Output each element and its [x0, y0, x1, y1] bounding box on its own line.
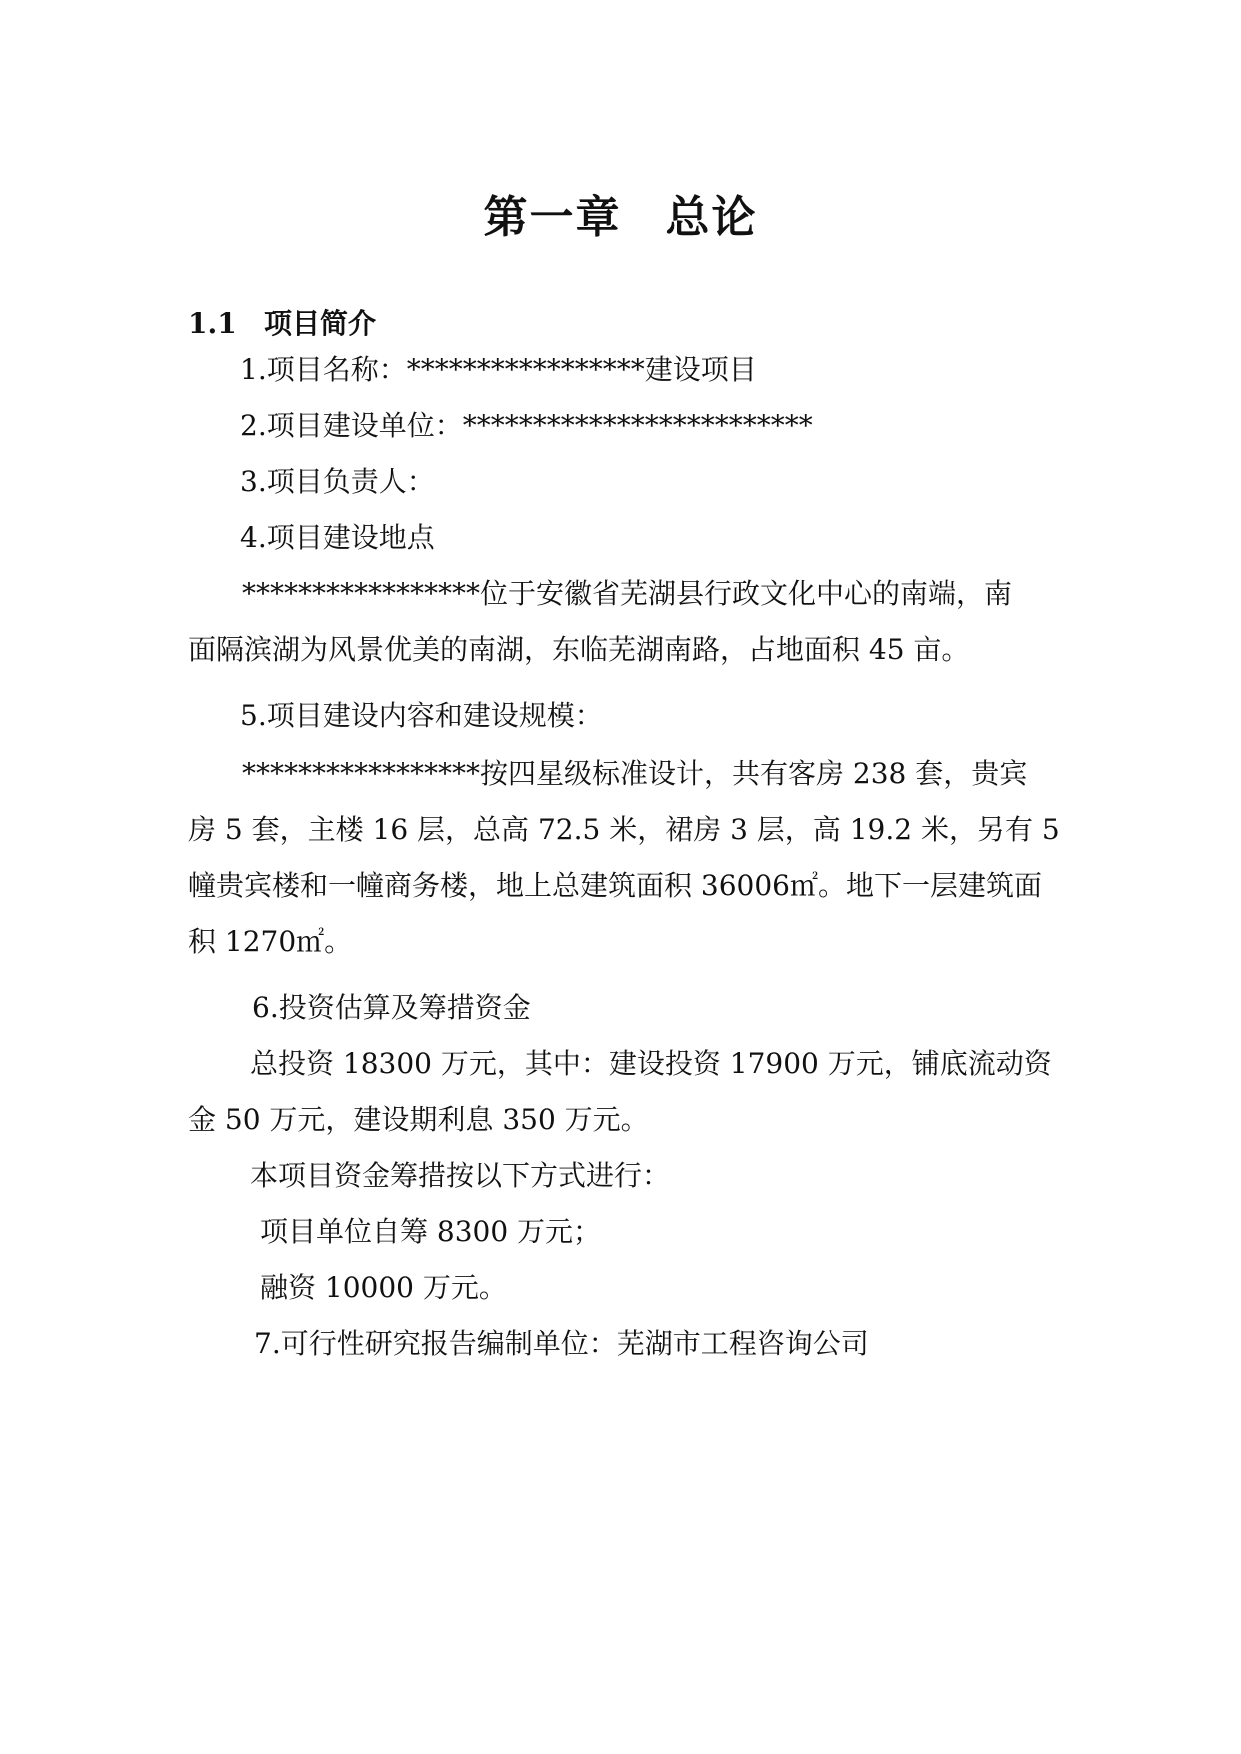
- item-project-name: 1.项目名称：*****************建设项目: [240, 353, 757, 386]
- item-construction-site: 4.项目建设地点: [240, 521, 435, 554]
- location-paragraph-line-1: *****************位于安徽省芜湖县行政文化中心的南端，南: [242, 577, 1013, 610]
- scale-paragraph-line-2: 房 5 套，主楼 16 层，总高 72.5 米，裙房 3 层，高 19.2 米，另有 5: [188, 813, 1060, 846]
- investment-paragraph-line-1: 总投资 18300 万元，其中：建设投资 17900 万元，铺底流动资: [250, 1047, 1052, 1080]
- item-report-unit: 7.可行性研究报告编制单位：芜湖市工程咨询公司: [254, 1327, 869, 1360]
- investment-paragraph-line-2: 金 50 万元，建设期利息 350 万元。: [188, 1103, 649, 1136]
- location-paragraph-line-2: 面隔滨湖为风景优美的南湖，东临芜湖南路，占地面积 45 亩。: [188, 633, 970, 666]
- scale-paragraph-line-1: *****************按四星级标准设计，共有客房 238 套，贵宾: [242, 757, 1028, 790]
- chapter-title: [0, 190, 1241, 246]
- funding-financing: 融资 10000 万元。: [260, 1271, 507, 1304]
- item-project-leader: 3.项目负责人：: [240, 465, 435, 498]
- item-investment: 6.投资估算及筹措资金: [252, 991, 531, 1024]
- scale-paragraph-line-3: 幢贵宾楼和一幢商务楼，地上总建筑面积 36006㎡。地下一层建筑面: [188, 869, 1042, 902]
- section-title: 项目简介: [264, 307, 377, 340]
- funding-intro: 本项目资金筹措按以下方式进行：: [250, 1159, 671, 1192]
- section-number: 1.1: [188, 307, 237, 340]
- funding-self-raised: 项目单位自筹 8300 万元；: [260, 1215, 602, 1248]
- section-heading: [188, 306, 376, 342]
- item-construction-scale: 5.项目建设内容和建设规模：: [240, 699, 603, 732]
- chapter-label: 第一章: [483, 192, 622, 243]
- item-construction-unit: 2.项目建设单位：*************************: [240, 409, 813, 442]
- scale-paragraph-line-4: 积 1270㎡。: [188, 925, 353, 958]
- chapter-name: 总论: [665, 192, 758, 243]
